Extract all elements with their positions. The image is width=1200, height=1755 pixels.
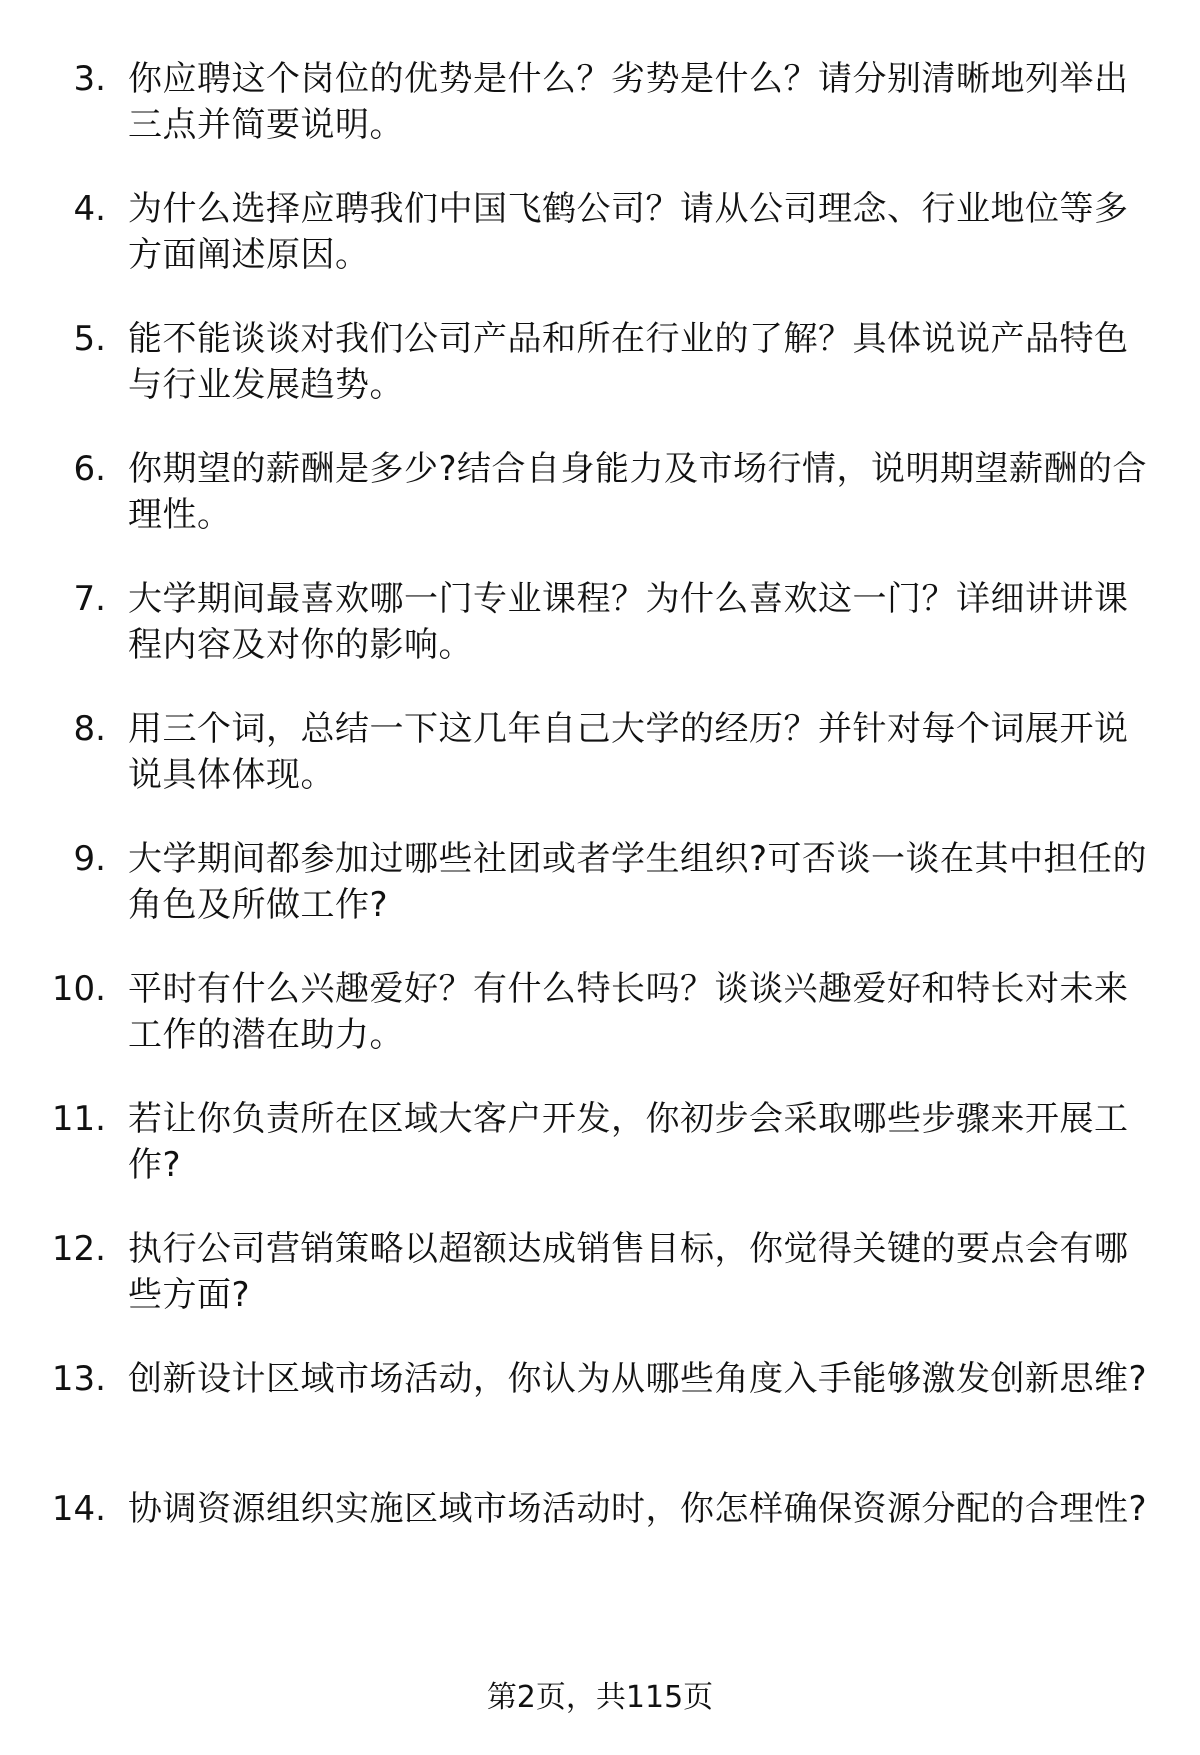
question-item	[0, 966, 1200, 1096]
question-text: 你应聘这个岗位的优势是什么？劣势是什么？请分别清晰地列举出三点并简要说明。	[128, 59, 1129, 145]
question-text: 大学期间最喜欢哪一门专业课程？为什么喜欢这一门？详细讲讲课程内容及对你的影响。	[128, 579, 1129, 665]
question-list	[0, 56, 1200, 1616]
question-item	[0, 1096, 1200, 1226]
question-number: 3.	[73, 59, 106, 99]
question-number: 4.	[73, 189, 106, 229]
question-item	[0, 316, 1200, 446]
question-number: 10.	[51, 969, 106, 1009]
question-number: 11.	[51, 1099, 106, 1139]
question-text: 若让你负责所在区域大客户开发，你初步会采取哪些步骤来开展工作?	[128, 1099, 1129, 1185]
question-item	[0, 56, 1200, 186]
question-item	[0, 836, 1200, 966]
page-number-label: 第2页，共115页	[486, 1680, 714, 1715]
question-text: 创新设计区域市场活动，你认为从哪些角度入手能够激发创新思维?	[128, 1359, 1148, 1399]
question-number: 8.	[73, 709, 106, 749]
question-number: 13.	[51, 1359, 106, 1399]
question-number: 12.	[51, 1229, 106, 1269]
page-footer	[0, 1678, 1200, 1718]
question-text: 用三个词，总结一下这几年自己大学的经历？并针对每个词展开说说具体体现。	[128, 709, 1129, 795]
question-text: 为什么选择应聘我们中国飞鹤公司？请从公司理念、行业地位等多方面阐述原因。	[128, 189, 1129, 275]
question-text: 平时有什么兴趣爱好？有什么特长吗？谈谈兴趣爱好和特长对未来工作的潜在助力。	[128, 969, 1129, 1055]
question-number: 5.	[73, 319, 106, 359]
question-item	[0, 1226, 1200, 1356]
question-text: 能不能谈谈对我们公司产品和所在行业的了解？具体说说产品特色与行业发展趋势。	[128, 319, 1129, 405]
question-item	[0, 1356, 1200, 1486]
question-item	[0, 186, 1200, 316]
question-number: 9.	[73, 839, 106, 879]
question-number: 14.	[51, 1489, 106, 1529]
question-number: 7.	[73, 579, 106, 619]
question-text: 大学期间都参加过哪些社团或者学生组织?可否谈一谈在其中担任的角色及所做工作?	[128, 839, 1148, 925]
question-item	[0, 1486, 1200, 1616]
question-text: 你期望的薪酬是多少?结合自身能力及市场行情，说明期望薪酬的合理性。	[128, 449, 1148, 535]
question-item	[0, 446, 1200, 576]
question-item	[0, 706, 1200, 836]
question-text: 执行公司营销策略以超额达成销售目标，你觉得关键的要点会有哪些方面?	[128, 1229, 1129, 1315]
question-item	[0, 576, 1200, 706]
question-text: 协调资源组织实施区域市场活动时，你怎样确保资源分配的合理性?	[128, 1489, 1148, 1529]
question-number: 6.	[73, 449, 106, 489]
